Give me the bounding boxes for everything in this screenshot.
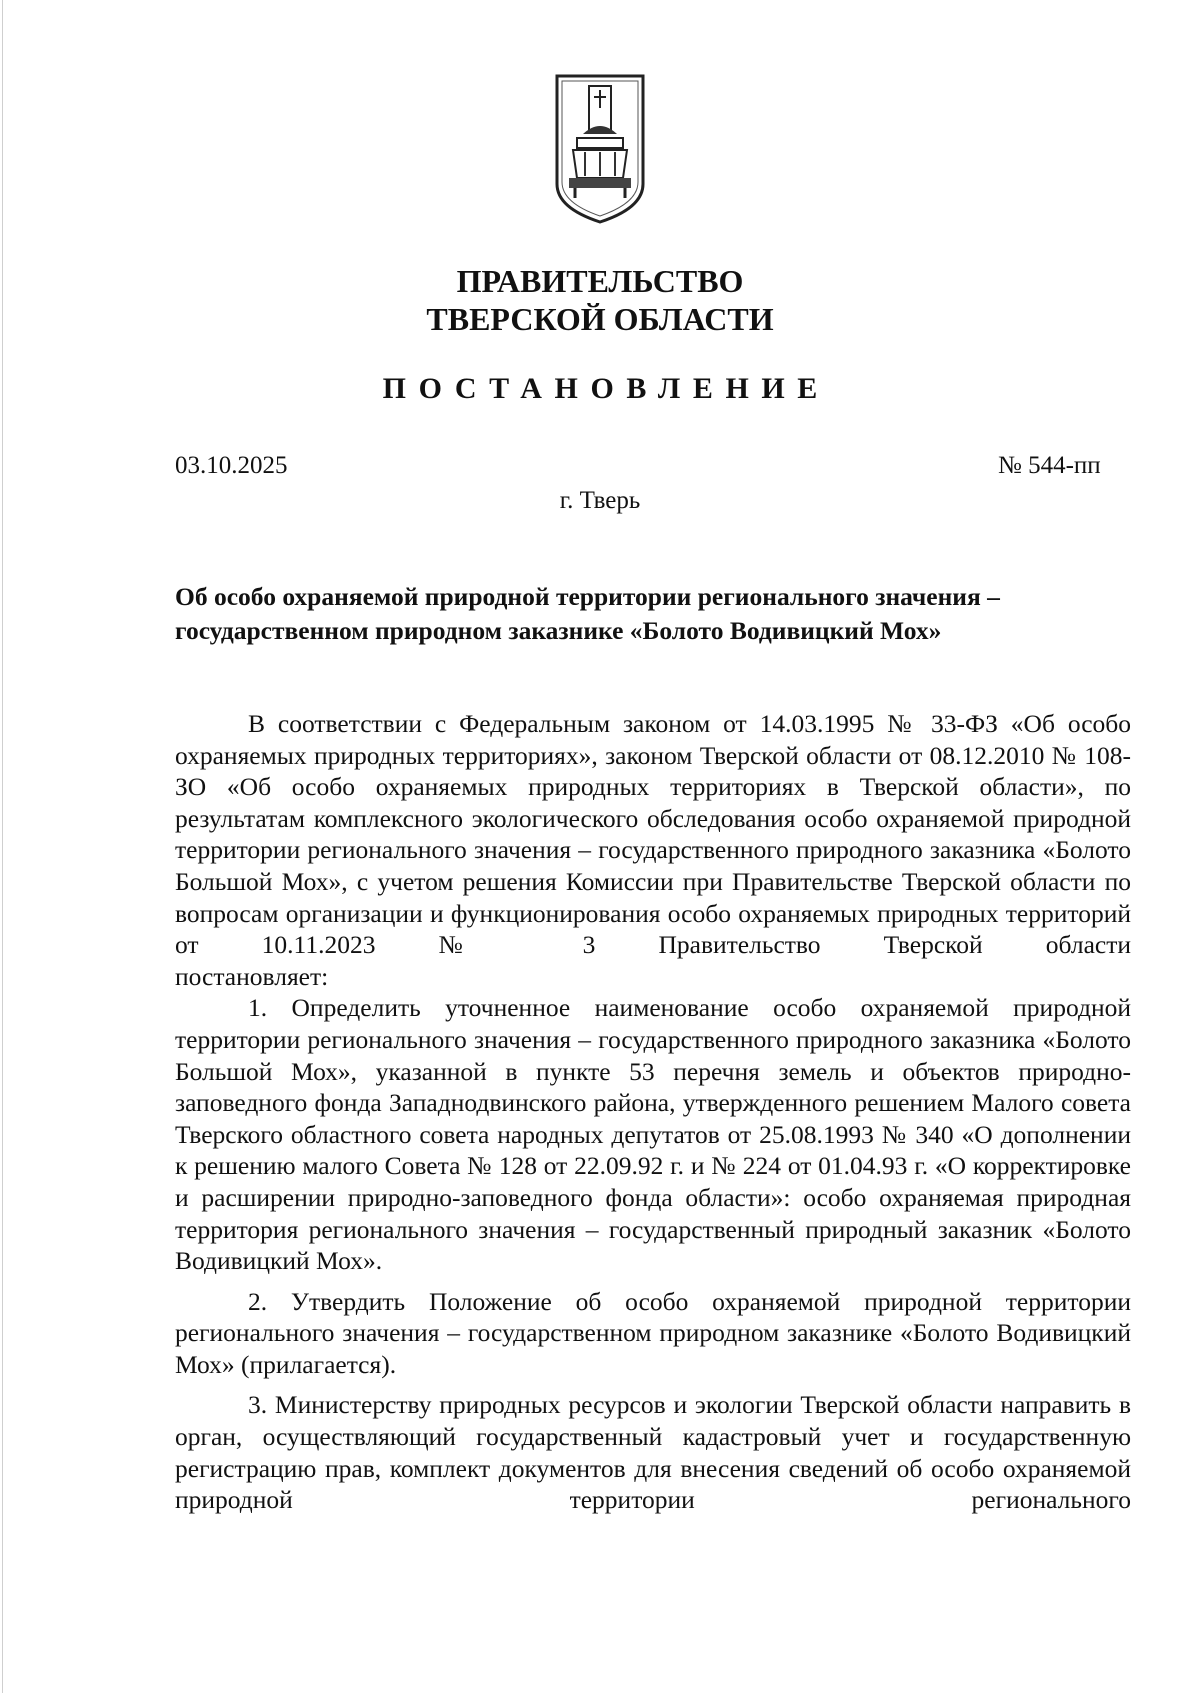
document-type: ПОСТАНОВЛЕНИЕ [382,372,830,405]
document-date: 03.10.2025 [175,452,288,479]
document-title [175,580,1131,648]
item-2-paragraph: 2. Утвердить Положение об особо охраняемой природной территории регионального значения – государственном природном заказнике «Болото Водивицкий Мох» (прилагается). [175,1286,1131,1379]
document-city: г. Тверь [559,487,641,514]
document-body [175,708,1131,1516]
organization-name-line1: ПРАВИТЕЛЬСТВО [456,263,744,299]
resolves-line: постановляет: [175,961,329,991]
document-title-line2: государственном природном заказнике «Болото Водивицкий Мох» [175,616,942,645]
preamble-paragraph: В соответствии с Федеральным законом от 14.03.1995 № 33-ФЗ «Об особо охраняемых природных территориях», законом Тверской области от 08.12.2010 № 108-ЗО «Об особо охраняемых природных территориях в Тверской области», по результатам комплексного экологического обследования особо охраняемой природной территории регионального значения – государственного природного заказника «Болото Большой Мох», с учетом решения Комиссии при Правительстве Тверской области по вопросам организации и функционирования особо охраняемых природных территорий от 10.11.2023 № 3 Правительство Тверской области [175,709,1131,960]
item-1-paragraph: 1. Определить уточненное наименование особо охраняемой природной территории регионального значения – государственного природного заказника «Болото Большой Мох», указанной в пункте 53 перечня земель и объектов природно-заповедного фонда Западнодвинского района, утвержденного решением Малого совета Тверского областного совета народных депутатов от 25.08.1993 № 340 «О дополнении к решению малого Совета № 128 от 22.09.92 г. и № 224 от 01.04.93 г. «О корректировке и расширении природно-заповедного фонда области»: особо охраняемая природная территория регионального значения – государственный природный заказник «Болото Водивицкий Мох». [175,993,1131,1276]
document-title-line1: Об особо охраняемой природной территории регионального значения – [175,582,1000,611]
item-3-paragraph: 3. Министерству природных ресурсов и экологии Тверской области направить в орган, осуществляющий государственный кадастровый учет и государственную регистрацию прав, комплект документов для внесения сведений об особо охраняемой природной территории регионального [175,1390,1131,1515]
organization-name-line2: ТВЕРСКОЙ ОБЛАСТИ [426,301,774,337]
document-number: № 544-пп [998,452,1101,479]
scan-edge-line [2,0,3,1693]
tver-coat-of-arms-icon [553,72,647,224]
